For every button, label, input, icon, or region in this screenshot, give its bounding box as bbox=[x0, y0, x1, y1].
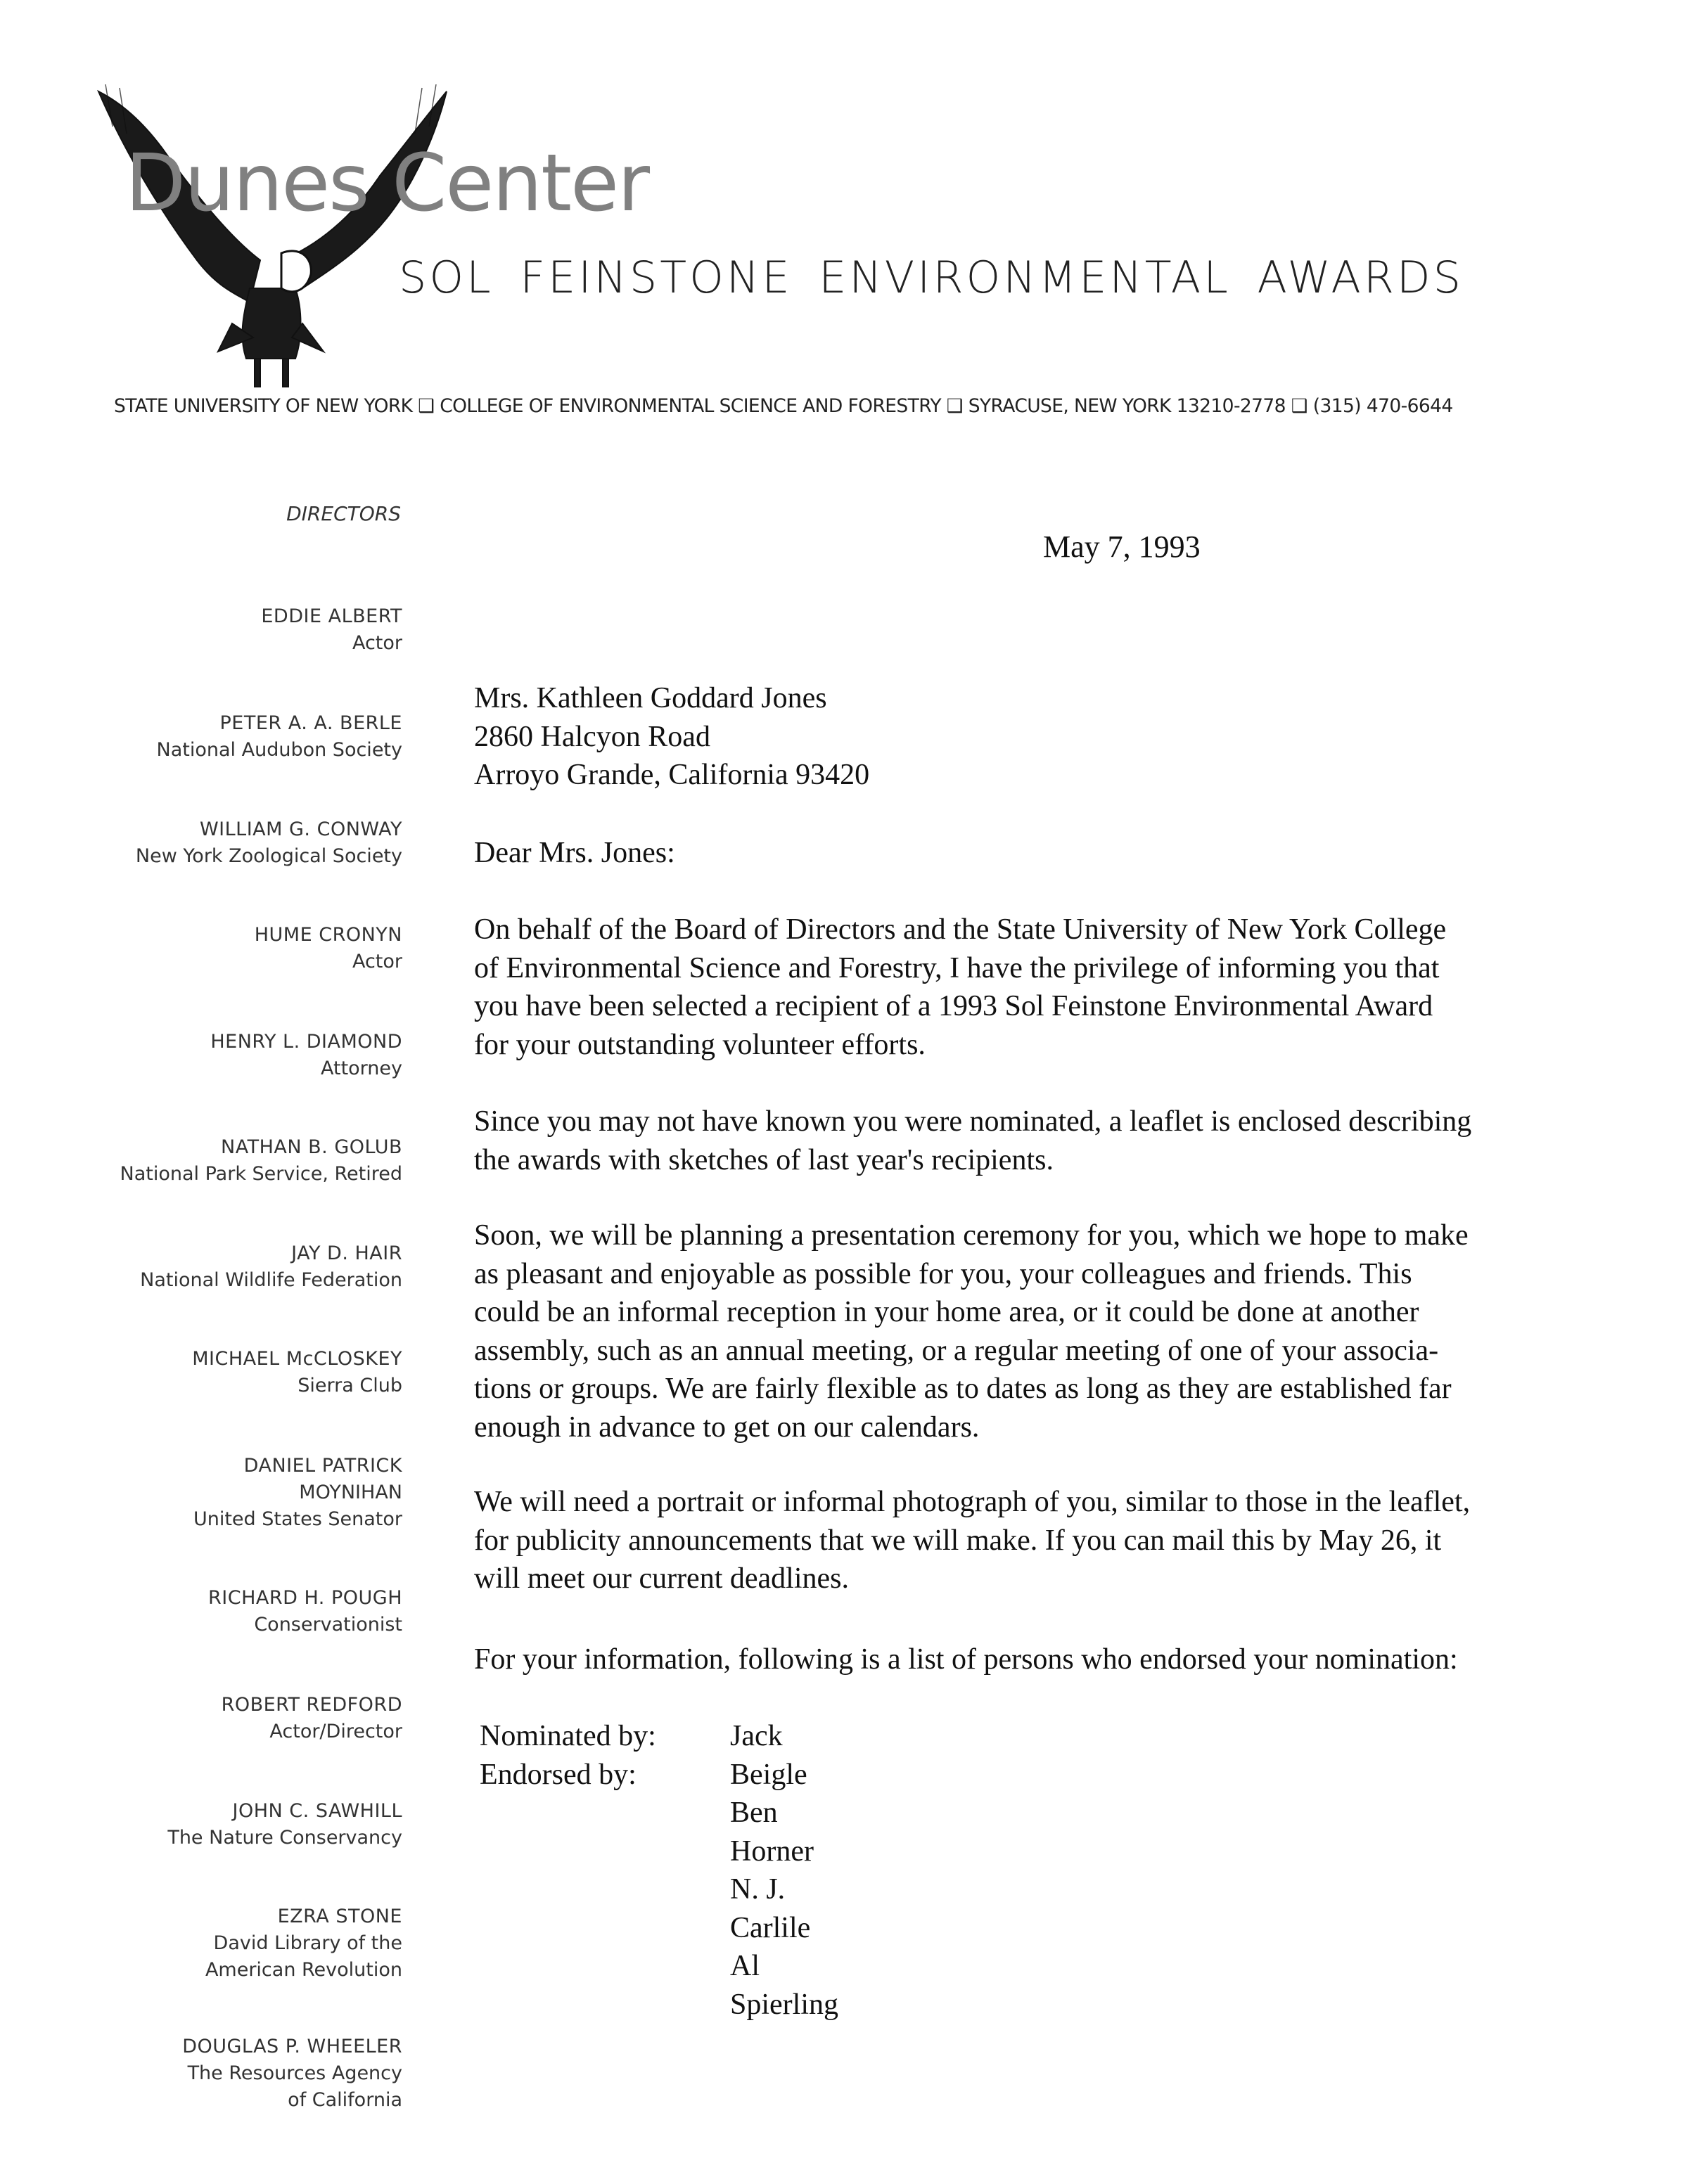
director-name: HUME CRONYN bbox=[254, 924, 402, 946]
body-paragraph bbox=[474, 1103, 1471, 1179]
director-affiliation: Actor bbox=[352, 632, 402, 654]
director-entry bbox=[193, 1453, 402, 1533]
salutation: Dear Mrs. Jones: bbox=[474, 837, 675, 869]
director-affiliation: David Library of the bbox=[213, 1932, 402, 1954]
director-name: MICHAEL McCLOSKEY bbox=[192, 1348, 402, 1370]
recipient-address bbox=[474, 679, 869, 795]
body-paragraph bbox=[474, 1216, 1469, 1446]
endorsed-label: Endorsed by: bbox=[480, 1758, 637, 1791]
directors-heading: DIRECTORS bbox=[286, 502, 401, 525]
director-affiliation: The Nature Conservancy bbox=[167, 1827, 402, 1849]
director-name: DANIEL PATRICK bbox=[243, 1455, 402, 1477]
watermark-logo-text: Dunes Center bbox=[125, 138, 649, 229]
paragraph-line: of Environmental Science and Forestry, I have the privilege of informing you that bbox=[474, 951, 1440, 984]
paragraph-line: On behalf of the Board of Directors and the State University of New York College bbox=[474, 913, 1447, 946]
paragraph-line: enough in advance to get on our calendars. bbox=[474, 1411, 980, 1444]
director-name: JAY D. HAIR bbox=[291, 1242, 402, 1264]
director-entry bbox=[120, 1134, 402, 1188]
paragraph-line: will meet our current deadlines. bbox=[474, 1562, 849, 1595]
director-entry bbox=[192, 1346, 402, 1399]
director-entry bbox=[205, 1903, 402, 1984]
director-name: NATHAN B. GOLUB bbox=[221, 1136, 402, 1158]
director-name: DOUGLAS P. WHEELER bbox=[182, 2036, 402, 2057]
paragraph-line: For your information, following is a list of persons who endorsed your nomination: bbox=[474, 1643, 1458, 1676]
body-paragraph bbox=[474, 911, 1446, 1064]
recipient-name: Mrs. Kathleen Goddard Jones bbox=[474, 682, 827, 714]
letterhead-address: STATE UNIVERSITY OF NEW YORK ❑ COLLEGE OF ENVIRONMENTAL SCIENCE AND FORESTRY ❑ SYRACUSE, NEW YORK 13210-2778 ❑ (315) 470-6644 bbox=[114, 395, 1453, 417]
recipient-city: Arroyo Grande, California 93420 bbox=[474, 759, 870, 791]
director-affiliation: Attorney bbox=[320, 1058, 402, 1079]
director-affiliation: National Wildlife Federation bbox=[140, 1269, 402, 1291]
director-entry bbox=[136, 816, 402, 870]
director-entry bbox=[157, 710, 402, 764]
director-entry bbox=[210, 1029, 402, 1082]
eagle-icon bbox=[91, 84, 457, 394]
paragraph-line: assembly, such as an annual meeting, or a regular meeting of one of your associa- bbox=[474, 1334, 1439, 1367]
director-affiliation: MOYNIHAN bbox=[299, 1482, 402, 1503]
body-paragraph bbox=[474, 1483, 1470, 1598]
director-entry bbox=[182, 2034, 402, 2114]
paragraph-line: We will need a portrait or informal photograph of you, similar to those in the leaflet, bbox=[474, 1486, 1471, 1518]
body-paragraph bbox=[474, 1640, 1458, 1679]
director-name: WILLIAM G. CONWAY bbox=[199, 818, 402, 840]
letterhead-title: SOL FEINSTONE ENVIRONMENTAL AWARDS bbox=[399, 252, 1464, 303]
director-name: HENRY L. DIAMOND bbox=[210, 1031, 402, 1053]
director-entry bbox=[222, 1692, 402, 1745]
paragraph-line: you have been selected a recipient of a 1993 Sol Feinstone Environmental Award bbox=[474, 990, 1433, 1022]
paragraph-line: Since you may not have known you were nominated, a leaflet is enclosed describing bbox=[474, 1105, 1472, 1138]
director-entry bbox=[208, 1585, 402, 1638]
paragraph-line: Soon, we will be planning a presentation ceremony for you, which we hope to make bbox=[474, 1219, 1469, 1252]
director-name: RICHARD H. POUGH bbox=[208, 1587, 402, 1609]
director-name: JOHN C. SAWHILL bbox=[232, 1800, 402, 1822]
director-affiliation: National Park Service, Retired bbox=[120, 1163, 402, 1185]
paragraph-line: tions or groups. We are fairly flexible as to dates as long as they are established far bbox=[474, 1373, 1452, 1405]
paragraph-line: for publicity announcements that we will make. If you can mail this by May 26, it bbox=[474, 1524, 1442, 1557]
nominated-label: Nominated by: bbox=[480, 1720, 656, 1752]
director-name: EDDIE ALBERT bbox=[261, 605, 402, 627]
director-name: ROBERT REDFORD bbox=[221, 1694, 402, 1716]
director-affiliation: Sierra Club bbox=[298, 1375, 402, 1396]
director-name: EZRA STONE bbox=[277, 1906, 402, 1927]
endorser-name: Al Spierling bbox=[730, 1950, 838, 2021]
director-affiliation: Actor bbox=[352, 951, 402, 972]
director-affiliation: American Revolution bbox=[205, 1959, 402, 1981]
letter-date: May 7, 1993 bbox=[1043, 529, 1201, 564]
director-entry bbox=[255, 922, 402, 975]
nominator-name: Jack Beigle bbox=[730, 1720, 807, 1791]
director-affiliation: National Audubon Society bbox=[156, 739, 402, 761]
director-entry bbox=[140, 1240, 402, 1294]
paragraph-line: could be an informal reception in your home area, or it could be done at another bbox=[474, 1296, 1419, 1328]
director-entry bbox=[261, 603, 402, 657]
director-affiliation: Conservationist bbox=[254, 1614, 402, 1636]
director-affiliation: The Resources Agency bbox=[187, 2062, 402, 2084]
director-entry bbox=[167, 1798, 402, 1851]
paragraph-line: the awards with sketches of last year's recipients. bbox=[474, 1143, 1054, 1176]
paragraph-line: as pleasant and enjoyable as possible for you, your colleagues and friends. This bbox=[474, 1257, 1412, 1290]
endorser-name: N. J. Carlile bbox=[730, 1873, 811, 1944]
director-affiliation: Actor/Director bbox=[269, 1721, 402, 1742]
director-name: PETER A. A. BERLE bbox=[219, 712, 402, 734]
paragraph-line: for your outstanding volunteer efforts. bbox=[474, 1028, 926, 1061]
director-affiliation: New York Zoological Society bbox=[135, 845, 402, 867]
recipient-street: 2860 Halcyon Road bbox=[474, 720, 710, 753]
endorser-name: Ben Horner bbox=[730, 1797, 814, 1868]
director-affiliation: United States Senator bbox=[193, 1508, 402, 1530]
director-affiliation: of California bbox=[288, 2089, 402, 2111]
